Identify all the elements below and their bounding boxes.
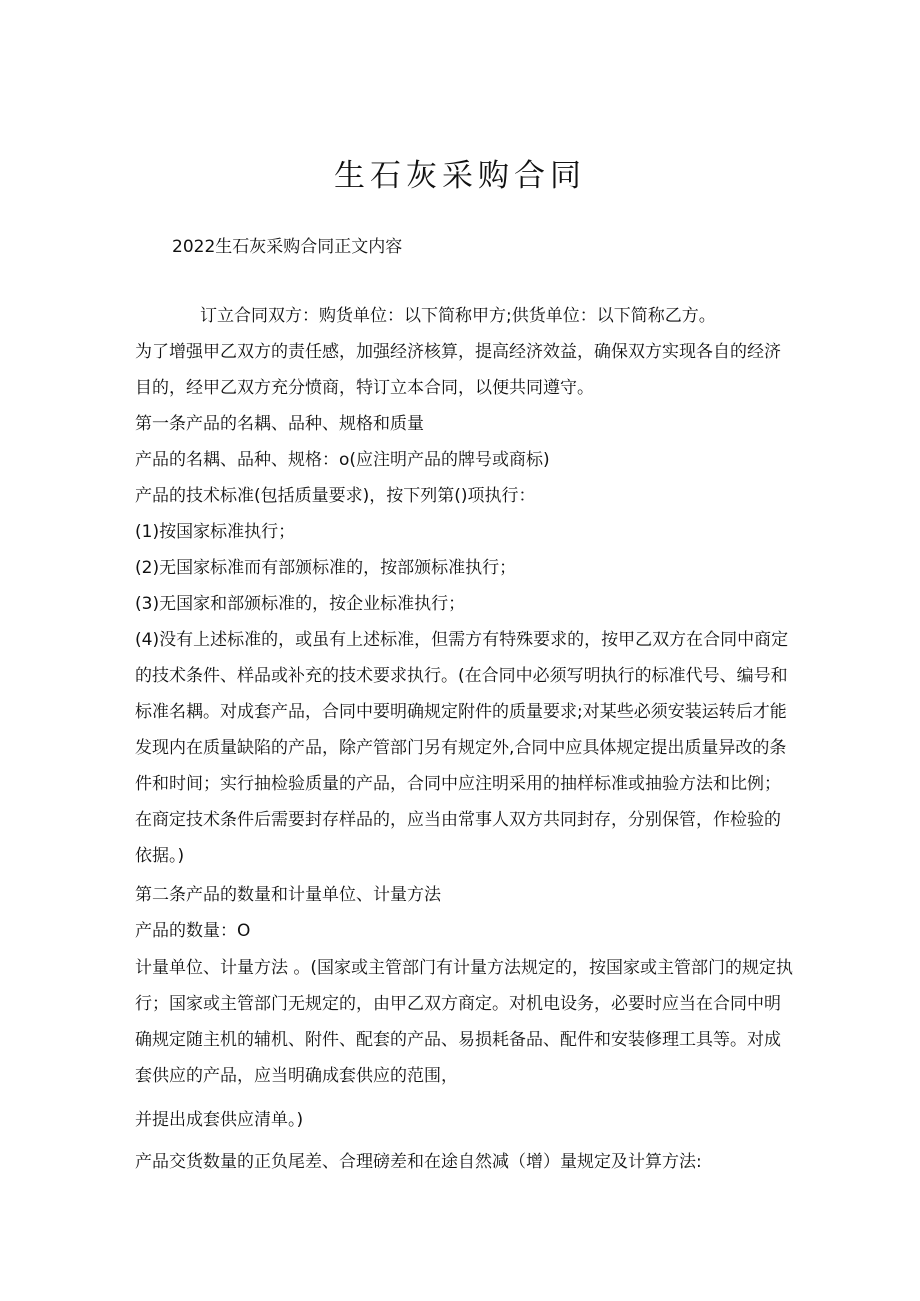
list-item: (2)无国家标准而有部颁标准的，按部颁标准执行； [135,558,517,578]
paragraph-line: 为了增强甲乙双方的责任感，加强经济核算，提高经济效益，确保双方实现各自的经济 [135,342,781,362]
paragraph-line: 发现内在质量缺陷的产品，除产管部门另有规定外,合同中应具体规定提出质量异改的条 [135,738,787,758]
paragraph-line: 套供应的产品，应当明确成套供应的范围， [135,1066,458,1086]
section-heading: 第一条产品的名耦、品种、规格和质量 [135,414,424,434]
paragraph-line: 依据。) [135,846,185,866]
paragraph-line: 的技术条件、样品或补充的技术要求执行。(在合同中必须写明执行的标准代号、编号和 [135,666,788,686]
paragraph-line: 目的，经甲乙双方充分愤商，特订立本合同，以便共同遵守。 [135,378,594,398]
paragraph-line: 并提出成套供应清单。) [135,1110,304,1130]
list-item: (1)按国家标准执行； [135,522,296,542]
paragraph-line: 产品交货数量的正负尾差、合理磅差和在途自然减（增）量规定及计算方法: [135,1152,702,1172]
section-heading: 第二条产品的数量和计量单位、计量方法 [135,885,441,905]
list-item: (4)没有上述标准的，或虽有上述标准，但需方有特殊要求的，按甲乙双方在合同中商定 [135,630,789,650]
paragraph-line: 件和时间；实行抽检验质量的产品，合同中应注明采用的抽样标准或抽验方法和比例； [135,774,781,794]
paragraph-line: 行；国家或主管部门无规定的，由甲乙双方商定。对机电设务，必要时应当在合同中明 [135,994,781,1014]
document-subtitle: 2022生石灰采购合同正文内容 [172,237,403,257]
paragraph-line: 确规定随主机的辅机、附件、配套的产品、易损耗备品、配件和安装修理工具等。对成 [135,1030,781,1050]
paragraph-line: 订立合同双方：购货单位：以下简称甲方;供货单位：以下简称乙方。 [200,306,716,326]
paragraph-line: 产品的数量：O [135,921,251,941]
paragraph-line: 标准名耦。对成套产品，合同中要明确规定附件的质量要求;对某些必须安装运转后才能 [135,702,787,722]
paragraph-line: 在商定技术条件后需要封存样品的，应当由常事人双方共同封存，分别保管，作检验的 [135,810,781,830]
document-title: 生石灰采购合同 [334,158,586,194]
paragraph-line: 产品的名耦、品种、规格：o(应注明产品的牌号或商标) [135,450,550,470]
paragraph-line: 产品的技术标准(包括质量要求)，按下列第()项执行： [135,486,536,506]
paragraph-line: 计量单位、计量方法 。(国家或主管部门有计量方法规定的，按国家或主管部门的规定执 [135,958,794,978]
list-item: (3)无国家和部颁标准的，按企业标准执行； [135,594,466,614]
